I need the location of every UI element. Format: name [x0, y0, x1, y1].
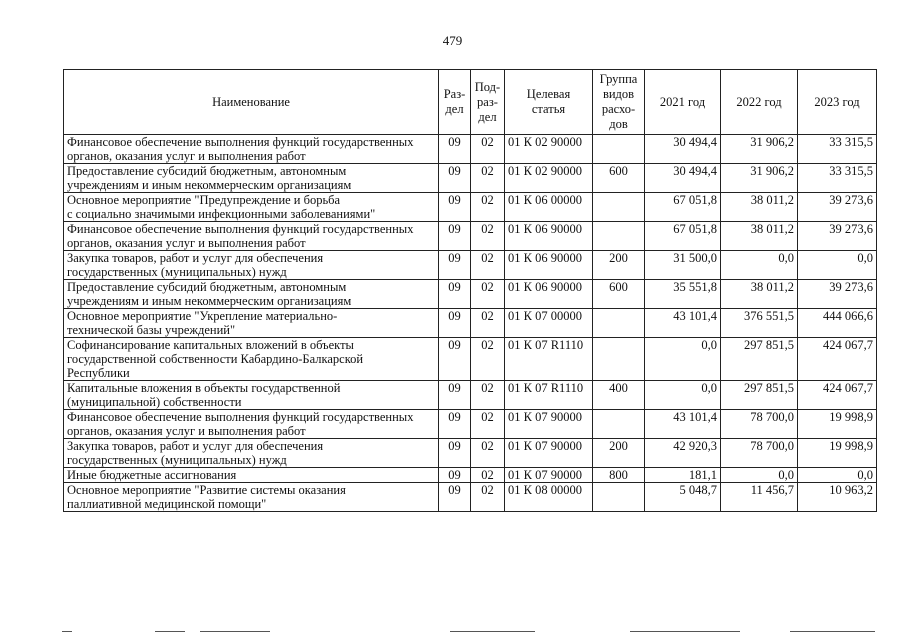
expense-group-cell: [593, 309, 645, 338]
name-line: Иные бюджетные ассигнования: [67, 468, 237, 482]
header-name: Наименование: [64, 70, 439, 135]
section-cell: 09: [439, 439, 471, 468]
expense-group-cell: 600: [593, 280, 645, 309]
name-cell: [64, 483, 439, 512]
amount-2022-cell: 78 700,0: [721, 439, 798, 468]
header-line: дел: [478, 109, 497, 124]
subsection-cell: 02: [471, 135, 505, 164]
name-line: учреждениям и иным некоммерческим организациям: [67, 294, 352, 308]
subsection-cell: 02: [471, 410, 505, 439]
amount-2022-cell: 11 456,7: [721, 483, 798, 512]
expense-group-cell: [593, 338, 645, 381]
amount-2021-cell: 43 101,4: [645, 309, 721, 338]
target-article-cell: 01 К 07 90000: [505, 468, 593, 483]
amount-2022-cell: 38 011,2: [721, 193, 798, 222]
header-subsection: [471, 70, 505, 135]
scan-line: [200, 631, 270, 632]
amount-2021-cell: 5 048,7: [645, 483, 721, 512]
name-line: Закупка товаров, работ и услуг для обеспечения: [67, 251, 324, 265]
table-row: [64, 381, 877, 410]
target-article-cell: 01 К 07 00000: [505, 309, 593, 338]
name-line: органов, оказания услуг и выполнения работ: [67, 236, 306, 250]
name-cell: [64, 280, 439, 309]
expense-group-cell: 200: [593, 439, 645, 468]
name-line: учреждениям и иным некоммерческим организациям: [67, 178, 352, 192]
expense-group-cell: [593, 483, 645, 512]
table-row: [64, 468, 877, 483]
header-line: Целевая: [526, 87, 571, 101]
amount-2021-cell: 43 101,4: [645, 410, 721, 439]
subsection-cell: 02: [471, 309, 505, 338]
scan-line: [630, 631, 740, 632]
table-body: [64, 135, 877, 512]
section-cell: 09: [439, 164, 471, 193]
target-article-cell: 01 К 07 R1110: [505, 338, 593, 381]
header-target: [505, 70, 593, 135]
target-article-cell: 01 К 02 90000: [505, 135, 593, 164]
amount-2022-cell: 0,0: [721, 251, 798, 280]
amount-2022-cell: 38 011,2: [721, 280, 798, 309]
table-row: [64, 164, 877, 193]
header-line: дов: [609, 117, 628, 131]
scan-line: [450, 631, 535, 632]
name-line: технической базы учреждений": [67, 323, 236, 337]
section-cell: 09: [439, 193, 471, 222]
name-cell: [64, 439, 439, 468]
amount-2021-cell: 42 920,3: [645, 439, 721, 468]
subsection-cell: 02: [471, 439, 505, 468]
table-row: [64, 309, 877, 338]
name-line: Финансовое обеспечение выполнения функций государственных: [67, 135, 414, 149]
name-cell: [64, 309, 439, 338]
name-line: органов, оказания услуг и выполнения работ: [67, 424, 306, 438]
amount-2021-cell: 31 500,0: [645, 251, 721, 280]
header-line: статья: [531, 102, 566, 116]
amount-2022-cell: 31 906,2: [721, 135, 798, 164]
section-cell: 09: [439, 468, 471, 483]
table-row: [64, 193, 877, 222]
expense-group-cell: 400: [593, 381, 645, 410]
target-article-cell: 01 К 07 90000: [505, 410, 593, 439]
name-line: (муниципальной) собственности: [67, 395, 242, 409]
amount-2021-cell: 30 494,4: [645, 164, 721, 193]
amount-2022-cell: 297 851,5: [721, 381, 798, 410]
name-line: Закупка товаров, работ и услуг для обеспечения: [67, 439, 324, 453]
header-line: Раз-: [443, 87, 466, 101]
table-row: [64, 338, 877, 381]
name-cell: [64, 164, 439, 193]
header-line: видов: [602, 87, 635, 101]
name-line: Софинансирование капитальных вложений в объекты: [67, 338, 354, 352]
amount-2023-cell: 39 273,6: [798, 193, 877, 222]
name-cell: [64, 222, 439, 251]
name-line: паллиативной медицинской помощи": [67, 497, 267, 511]
section-cell: 09: [439, 251, 471, 280]
name-line: Предоставление субсидий бюджетным, автономным: [67, 164, 347, 178]
expense-group-cell: [593, 135, 645, 164]
name-line: государственных (муниципальных) нужд: [67, 453, 287, 467]
amount-2021-cell: 67 051,8: [645, 222, 721, 251]
section-cell: 09: [439, 483, 471, 512]
expense-group-cell: [593, 410, 645, 439]
header-section: [439, 70, 471, 135]
header-2022: 2022 год: [721, 70, 798, 135]
amount-2023-cell: 19 998,9: [798, 439, 877, 468]
section-cell: 09: [439, 381, 471, 410]
subsection-cell: 02: [471, 164, 505, 193]
name-cell: [64, 468, 439, 483]
subsection-cell: 02: [471, 222, 505, 251]
subsection-cell: 02: [471, 468, 505, 483]
scan-line: [790, 631, 875, 632]
table-row: [64, 135, 877, 164]
target-article-cell: 01 К 07 R1110: [505, 381, 593, 410]
name-cell: [64, 381, 439, 410]
amount-2021-cell: 181,1: [645, 468, 721, 483]
amount-2023-cell: 33 315,5: [798, 135, 877, 164]
header-line: раз-: [477, 94, 498, 109]
name-line: Капитальные вложения в объекты государственной: [67, 381, 341, 395]
section-cell: 09: [439, 222, 471, 251]
expense-group-cell: 800: [593, 468, 645, 483]
amount-2023-cell: 0,0: [798, 468, 877, 483]
section-cell: 09: [439, 338, 471, 381]
target-article-cell: 01 К 06 90000: [505, 251, 593, 280]
name-line: с социально значимыми инфекционными заболеваниями": [67, 207, 376, 221]
header-line: дел: [445, 102, 464, 116]
amount-2023-cell: 0,0: [798, 251, 877, 280]
name-line: Основное мероприятие "Предупреждение и борьба: [67, 193, 341, 207]
header-row: [64, 70, 877, 135]
amount-2023-cell: 19 998,9: [798, 410, 877, 439]
amount-2023-cell: 424 067,7: [798, 381, 877, 410]
amount-2023-cell: 39 273,6: [798, 280, 877, 309]
section-cell: 09: [439, 280, 471, 309]
name-cell: [64, 193, 439, 222]
header-2023: 2023 год: [798, 70, 877, 135]
page-number: 479: [442, 33, 463, 48]
target-article-cell: 01 К 06 90000: [505, 222, 593, 251]
table-row: [64, 222, 877, 251]
amount-2022-cell: 31 906,2: [721, 164, 798, 193]
table-row: [64, 483, 877, 512]
table-row: [64, 251, 877, 280]
table-row: [64, 439, 877, 468]
amount-2023-cell: 424 067,7: [798, 338, 877, 381]
amount-2022-cell: 297 851,5: [721, 338, 798, 381]
name-cell: [64, 251, 439, 280]
scan-artifacts: [0, 628, 905, 636]
amount-2021-cell: 35 551,8: [645, 280, 721, 309]
amount-2022-cell: 38 011,2: [721, 222, 798, 251]
subsection-cell: 02: [471, 193, 505, 222]
expense-group-cell: [593, 222, 645, 251]
amount-2023-cell: 39 273,6: [798, 222, 877, 251]
name-line: Основное мероприятие "Укрепление материально-: [67, 309, 338, 323]
name-cell: [64, 410, 439, 439]
table-row: [64, 280, 877, 309]
header-2021: 2021 год: [645, 70, 721, 135]
name-line: Предоставление субсидий бюджетным, автономным: [67, 280, 347, 294]
scan-line: [62, 631, 72, 632]
name-line: Финансовое обеспечение выполнения функций государственных: [67, 410, 414, 424]
amount-2021-cell: 30 494,4: [645, 135, 721, 164]
target-article-cell: 01 К 08 00000: [505, 483, 593, 512]
header-line: Группа: [599, 72, 638, 86]
amount-2023-cell: 444 066,6: [798, 309, 877, 338]
header-line: Под-: [474, 79, 501, 94]
subsection-cell: 02: [471, 280, 505, 309]
scan-line: [155, 631, 185, 632]
section-cell: 09: [439, 410, 471, 439]
subsection-cell: 02: [471, 381, 505, 410]
table-row: [64, 410, 877, 439]
name-line: органов, оказания услуг и выполнения работ: [67, 149, 306, 163]
amount-2021-cell: 0,0: [645, 381, 721, 410]
name-cell: [64, 135, 439, 164]
target-article-cell: 01 К 02 90000: [505, 164, 593, 193]
amount-2022-cell: 78 700,0: [721, 410, 798, 439]
name-line: государственных (муниципальных) нужд: [67, 265, 287, 279]
target-article-cell: 01 К 06 90000: [505, 280, 593, 309]
section-cell: 09: [439, 309, 471, 338]
name-line: Республики: [67, 366, 130, 380]
amount-2022-cell: 0,0: [721, 468, 798, 483]
amount-2021-cell: 0,0: [645, 338, 721, 381]
amount-2023-cell: 33 315,5: [798, 164, 877, 193]
name-cell: [64, 338, 439, 381]
target-article-cell: 01 К 07 90000: [505, 439, 593, 468]
budget-table: [63, 69, 877, 512]
target-article-cell: 01 К 06 00000: [505, 193, 593, 222]
subsection-cell: 02: [471, 483, 505, 512]
expense-group-cell: 200: [593, 251, 645, 280]
header-line: расхо-: [601, 102, 636, 116]
header-group: [593, 70, 645, 135]
expense-group-cell: 600: [593, 164, 645, 193]
expense-group-cell: [593, 193, 645, 222]
amount-2021-cell: 67 051,8: [645, 193, 721, 222]
subsection-cell: 02: [471, 338, 505, 381]
name-line: государственной собственности Кабардино-Балкарской: [67, 352, 364, 366]
amount-2022-cell: 376 551,5: [721, 309, 798, 338]
name-line: Основное мероприятие "Развитие системы оказания: [67, 483, 346, 497]
section-cell: 09: [439, 135, 471, 164]
subsection-cell: 02: [471, 251, 505, 280]
amount-2023-cell: 10 963,2: [798, 483, 877, 512]
name-line: Финансовое обеспечение выполнения функций государственных: [67, 222, 414, 236]
